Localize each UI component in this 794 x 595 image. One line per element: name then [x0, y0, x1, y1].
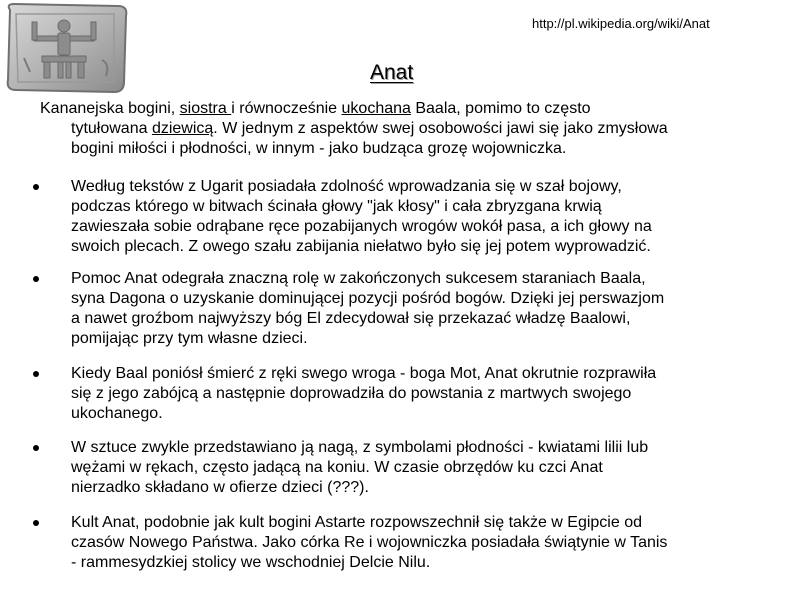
link-dziewica[interactable]: dziewicą — [151, 120, 214, 137]
intro-line-1 — [40, 100, 591, 117]
list-item — [71, 364, 741, 424]
list-item — [71, 513, 741, 573]
intro-paragraph — [40, 99, 720, 159]
bullet-line: czasów Nowego Państwa. Jako córka Re i wojowniczka posiadała świątynie w Tanis — [71, 534, 668, 551]
bullet-line: Kiedy Baal poniósł śmierć z ręki swego wroga - boga Mot, Anat okrutnie rozprawiła — [71, 365, 657, 382]
bullet-dot-icon — [33, 371, 39, 377]
intro-text-2: i równocześnie — [231, 100, 342, 117]
source-url: http://pl.wikipedia.org/wiki/Anat — [532, 16, 710, 31]
bullet-line: syna Dagona o uzyskanie dominującej pozycji pośród bogów. Dzięki jej perswazjom — [71, 290, 665, 307]
bullet-line: zawieszała sobie odrąbane ręce pozabijanych wrogów wokół pasa, a ich głowy na — [71, 218, 652, 235]
bullet-dot-icon — [33, 445, 39, 451]
bullet-dot-icon — [33, 276, 39, 282]
link-ukochana[interactable]: ukochana — [341, 100, 411, 117]
intro-line-2 — [40, 119, 720, 139]
bullet-dot-icon — [33, 184, 39, 190]
list-item — [71, 269, 741, 349]
list-item — [71, 177, 741, 257]
intro-text-5: . W jednym z aspektów swej osobowości jawi się jako zmysłowa — [213, 120, 668, 137]
bullet-dot-icon — [33, 520, 39, 526]
intro-text-3: Baala, pomimo to często — [410, 100, 591, 117]
intro-text-1: Kananejska bogini, — [40, 100, 180, 117]
page-title: Anat — [370, 61, 414, 84]
link-siostra[interactable]: siostra — [179, 100, 232, 117]
bullet-line: podczas którego w bitwach ścinała głowy "jak kłosy" i cała zbryzgana krwią — [71, 198, 602, 215]
bullet-line: a nawet groźbom najwyższy bóg El zdecydował się przekazać władzę Baalowi, — [71, 310, 631, 327]
intro-text-4: tytułowana — [71, 120, 152, 137]
bullet-line: Według tekstów z Ugarit posiadała zdolność wprowadzania się w szał bojowy, — [71, 178, 622, 195]
bullet-line: W sztuce zwykle przedstawiano ją nagą, z symbolami płodności - kwiatami lilii lub — [71, 439, 649, 456]
bullet-line: - rammesydzkiej stolicy we wschodniej Delcie Nilu. — [71, 554, 431, 571]
bullet-line: swoich plecach. Z owego szału zabijania niełatwo było się jej potem wyprowadzić. — [71, 238, 651, 255]
bullet-line: ukochanego. — [71, 405, 163, 422]
bullet-line: nierzadko składano w ofierze dzieci (???). — [71, 479, 369, 496]
bullet-line: Kult Anat, podobnie jak kult bogini Astarte rozpowszechnił się także w Egipcie od — [71, 514, 642, 531]
intro-line-3: bogini miłości i płodności, w innym - jako budząca grozę wojowniczka. — [71, 140, 567, 157]
bullet-line: się z jego zabójcą a następnie doprowadziła do powstania z martwych swojego — [71, 385, 632, 402]
bullet-line: pomijając przy tym własne dzieci. — [71, 330, 308, 347]
stone-relief-icon — [2, 0, 130, 96]
list-item — [71, 438, 741, 498]
bullet-line: wężami w rękach, często jadącą na koniu. W czasie obrzędów ku czci Anat — [71, 459, 603, 476]
bullet-line: Pomoc Anat odegrała znaczną rolę w zakończonych sukcesem staraniach Baala, — [71, 270, 646, 287]
